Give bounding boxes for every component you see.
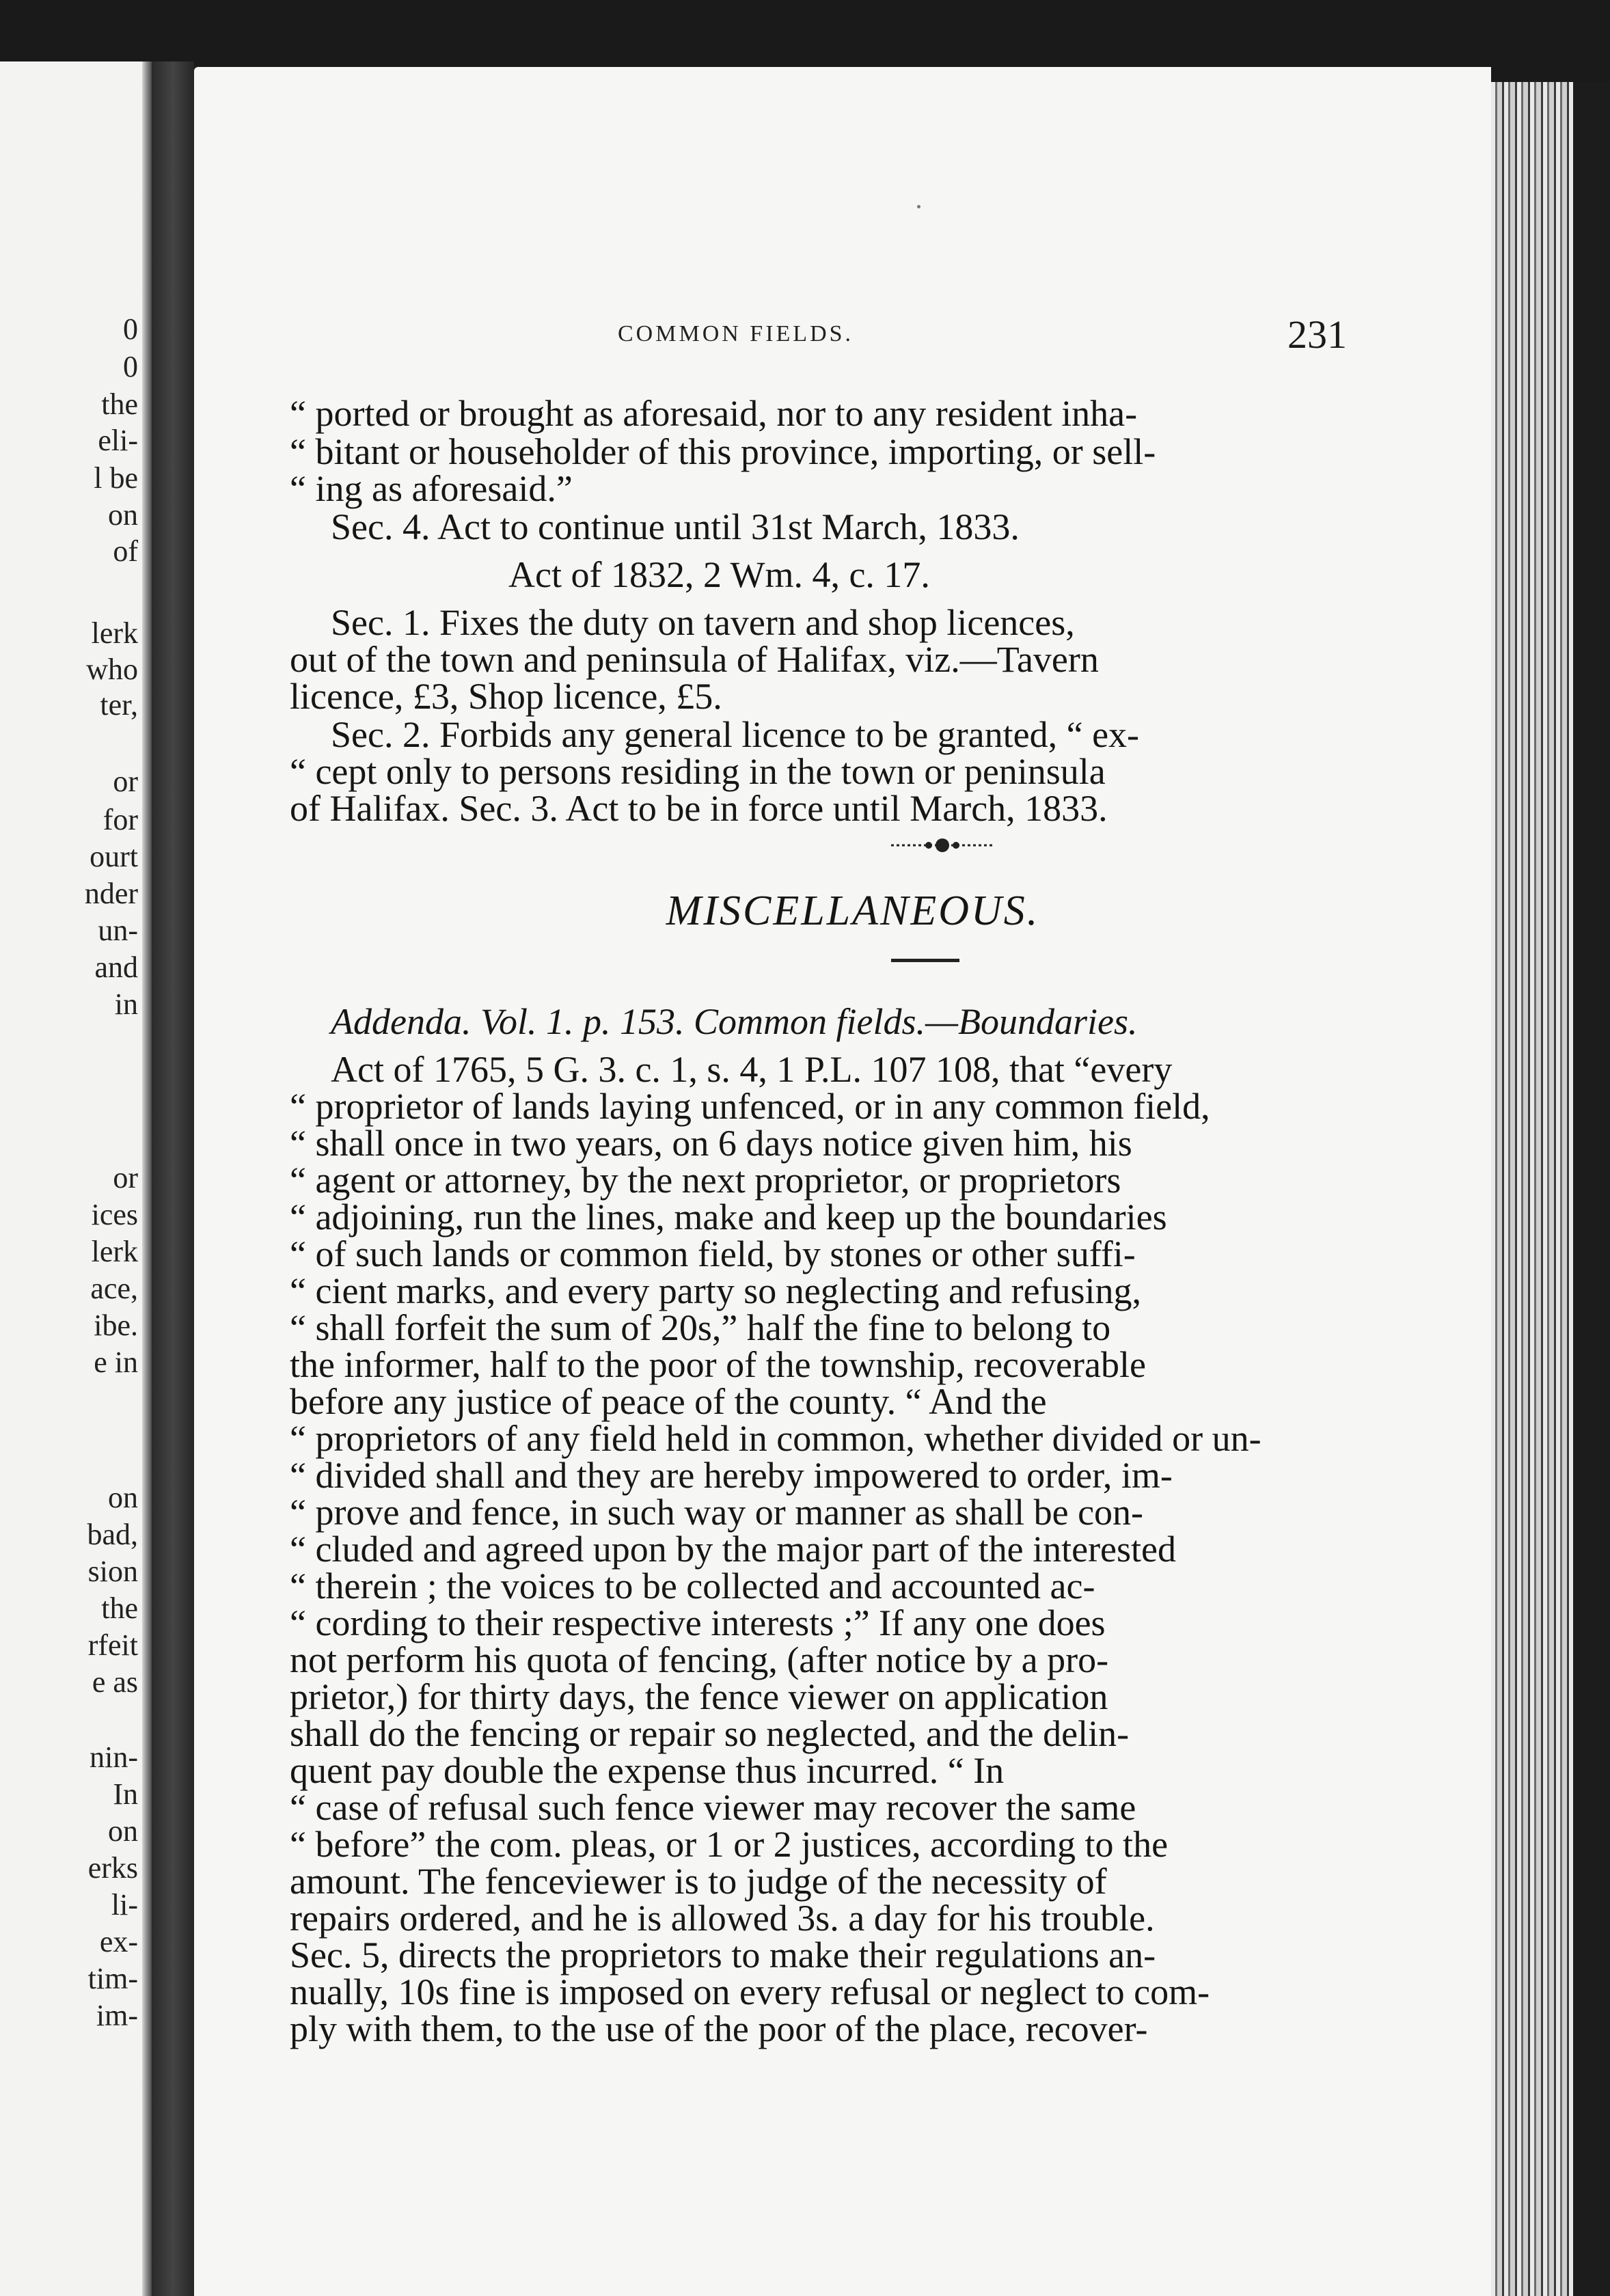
left-fragment: un- (98, 914, 138, 947)
left-fragment: li- (111, 1888, 138, 1922)
left-fragment: 0 (123, 312, 138, 346)
text-line: “ agent or attorney, by the next proprietor, or proprietors (290, 1160, 1121, 1201)
left-fragment: on (108, 498, 138, 532)
text-line: “ of such lands or common field, by stones or other suffi- (290, 1233, 1136, 1274)
text-line: prietor,) for thirty days, the fence viewer on application (290, 1676, 1108, 1717)
left-fragment: l be (94, 461, 138, 495)
text-line: “ bitant or householder of this province, importing, or sell- (290, 431, 1156, 472)
left-fragment: e as (92, 1665, 138, 1699)
text-line: out of the town and peninsula of Halifax, viz.—Tavern (290, 639, 1099, 680)
left-fragment: and (94, 951, 138, 984)
left-fragment: the (101, 387, 138, 421)
left-fragment: of (113, 534, 138, 568)
left-fragment: in (114, 987, 138, 1021)
left-fragment: eli- (98, 424, 138, 457)
page-number: 231 (1287, 312, 1347, 357)
text-line: amount. The fenceviewer is to judge of the necessity of (290, 1861, 1107, 1902)
text-line: “ therein ; the voices to be collected and accounted ac- (290, 1566, 1095, 1607)
left-fragment: In (113, 1777, 138, 1811)
text-line: repairs ordered, and he is allowed 3s. a day for his trouble. (290, 1898, 1155, 1939)
left-fragment: ibe. (94, 1309, 138, 1342)
text-line: “ ported or brought as aforesaid, nor to any resident inha- (290, 393, 1138, 434)
text-line: “ prove and fence, in such way or manner as shall be con- (290, 1492, 1144, 1533)
addenda-line: Addenda. Vol. 1. p. 153. Common fields.—Boundaries. (331, 1001, 1138, 1042)
left-fragment: for (103, 803, 138, 836)
left-fragment: ices (91, 1198, 138, 1231)
text-line: ply with them, to the use of the poor of the place, recover- (290, 2008, 1148, 2049)
left-fragment: ter, (100, 688, 138, 722)
left-fragment: the (101, 1591, 138, 1625)
left-fragment: ourt (90, 840, 138, 873)
right-page (194, 67, 1491, 2296)
text-line: “ before” the com. pleas, or 1 or 2 justices, according to the (290, 1824, 1169, 1865)
text-line: the informer, half to the poor of the township, recoverable (290, 1344, 1146, 1385)
title-rule (891, 959, 959, 962)
paper-speck (917, 205, 920, 208)
text-line: quent pay double the expense thus incurred. “ In (290, 1750, 1005, 1791)
text-line: “ cluded and agreed upon by the major part of the interested (290, 1529, 1177, 1570)
left-page-edge (142, 62, 152, 2296)
left-fragment: on (108, 1481, 138, 1514)
page-stack-edges (1491, 82, 1573, 2296)
left-fragment: nder (84, 877, 138, 910)
text-line: Sec. 1. Fixes the duty on tavern and shop licences, (331, 602, 1075, 643)
left-fragment: erks (87, 1851, 138, 1885)
left-fragment: ace, (90, 1272, 138, 1305)
act-heading: Act of 1832, 2 Wm. 4, c. 17. (508, 554, 930, 595)
text-line: not perform his quota of fencing, (after notice by a pro- (290, 1639, 1109, 1680)
text-line: “ cording to their respective interests ;” If any one does (290, 1602, 1106, 1643)
text-line: before any justice of peace of the county. “ And the (290, 1381, 1047, 1422)
left-fragment: or (113, 765, 138, 798)
text-line: “ adjoining, run the lines, make and keep up the boundaries (290, 1197, 1167, 1238)
text-line: “ proprietor of lands laying unfenced, or in any common field, (290, 1086, 1210, 1127)
text-line: “ shall once in two years, on 6 days notice given him, his (290, 1123, 1132, 1164)
left-fragment: lerk (91, 616, 138, 650)
text-line: “ divided shall and they are hereby impowered to order, im- (290, 1455, 1173, 1496)
text-line: Sec. 5, directs the proprietors to make their regulations an- (290, 1935, 1156, 1976)
text-line: “ case of refusal such fence viewer may recover the same (290, 1787, 1136, 1828)
left-fragment: who (86, 653, 138, 686)
text-line: Act of 1765, 5 G. 3. c. 1, s. 4, 1 P.L. 107 108, that “every (331, 1049, 1173, 1090)
text-line: Sec. 4. Act to continue until 31st March, 1833. (331, 506, 1020, 547)
section-ornament (891, 835, 994, 856)
text-line: “ shall forfeit the sum of 20s,” half the fine to belong to (290, 1307, 1111, 1348)
section-title: MISCELLANEOUS. (666, 888, 1040, 934)
left-fragment: im- (96, 1999, 138, 2032)
left-fragment: ex- (99, 1925, 138, 1958)
text-line: “ cient marks, and every party so neglecting and refusing, (290, 1270, 1142, 1311)
book-gutter (152, 62, 194, 2296)
page-header (194, 312, 1491, 361)
left-fragment: rfeit (87, 1628, 138, 1662)
left-fragment: on (108, 1814, 138, 1848)
scan-border (1573, 82, 1610, 2296)
left-fragment: or (113, 1161, 138, 1194)
left-fragment: tim- (87, 1962, 138, 1995)
running-head: COMMON FIELDS. (618, 321, 854, 346)
left-fragment: bad, (87, 1518, 138, 1551)
left-page-fragment (0, 62, 152, 2296)
text-line: “ proprietors of any field held in common, whether divided or un- (290, 1418, 1261, 1459)
left-fragment: sion (87, 1555, 138, 1588)
text-line: “ ing as aforesaid.” (290, 468, 573, 509)
text-line: Sec. 2. Forbids any general licence to be granted, “ ex- (331, 714, 1140, 755)
text-line: shall do the fencing or repair so neglected, and the delin- (290, 1713, 1130, 1754)
text-line: “ cept only to persons residing in the town or peninsula (290, 751, 1106, 792)
ornament-icon (891, 835, 994, 856)
text-line: licence, £3, Shop licence, £5. (290, 676, 722, 717)
left-fragment: e in (94, 1345, 138, 1379)
left-fragment: 0 (123, 350, 138, 383)
text-line: of Halifax. Sec. 3. Act to be in force until March, 1833. (290, 788, 1108, 829)
left-fragment: nin- (90, 1740, 138, 1774)
left-fragment: lerk (91, 1235, 138, 1268)
text-line: nually, 10s fine is imposed on every refusal or neglect to com- (290, 1971, 1210, 2012)
